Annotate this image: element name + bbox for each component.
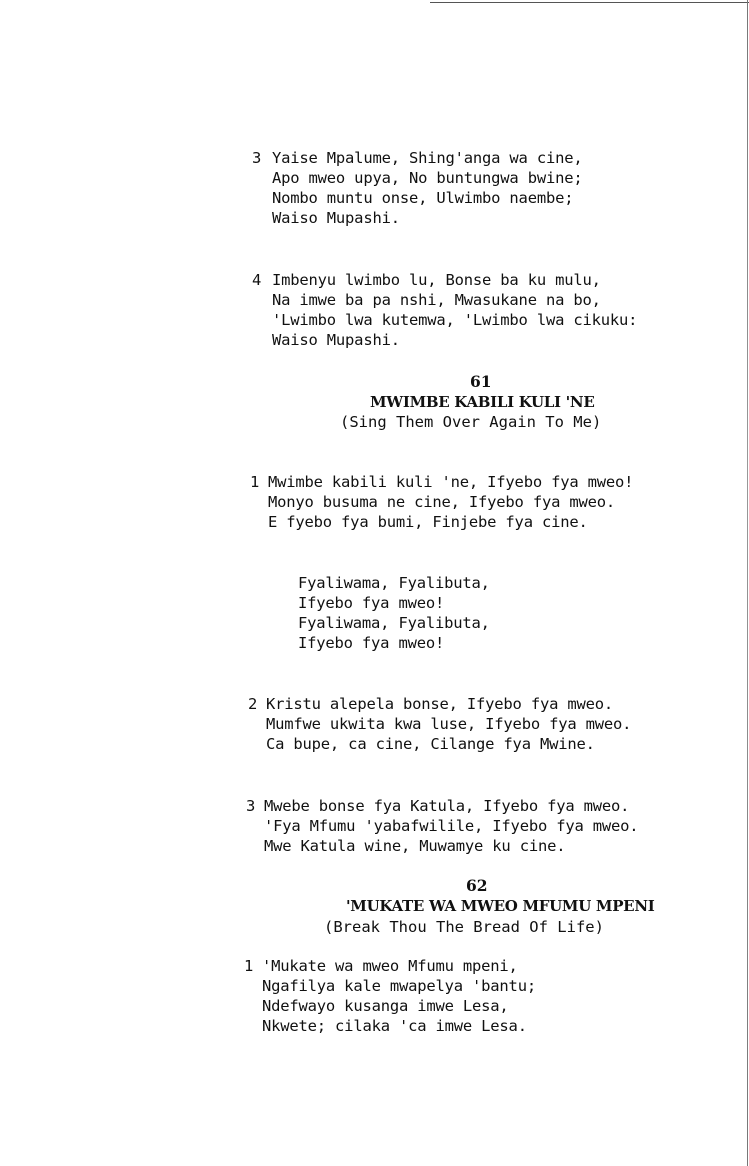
verse-line: Yaise Mpalume, Shing'anga wa cine, (272, 149, 583, 167)
verse-line: Mwimbe kabili kuli 'ne, Ifyebo fya mweo! (268, 473, 634, 491)
hymn-title: MWIMBE KABILI KULI 'NE (370, 393, 595, 411)
verse-number: 1 (250, 473, 260, 491)
verse-line: Monyo busuma ne cine, Ifyebo fya mweo. (268, 493, 616, 511)
verse-line: E fyebo fya bumi, Finjebe fya cine. (268, 513, 588, 531)
chorus-line: Fyaliwama, Fyalibuta, (298, 574, 490, 592)
page-right-edge (747, 0, 748, 1166)
verse-line: Apo mweo upya, No buntungwa bwine; (272, 169, 583, 187)
verse-line: 'Lwimbo lwa kutemwa, 'Lwimbo lwa cikuku: (272, 311, 638, 329)
hymn-title: 'MUKATE WA MWEO MFUMU MPENI (346, 897, 655, 915)
verse-line: 'Mukate wa mweo Mfumu mpeni, (262, 957, 518, 975)
verse-line: Mwebe bonse fya Katula, Ifyebo fya mweo. (264, 797, 630, 815)
verse-number: 3 (252, 149, 262, 167)
chorus-line: Ifyebo fya mweo! (298, 634, 445, 652)
chorus-line: Fyaliwama, Fyalibuta, (298, 614, 490, 632)
verse-line: Mwe Katula wine, Muwamye ku cine. (264, 837, 566, 855)
verse-line: Nombo muntu onse, Ulwimbo naembe; (272, 189, 574, 207)
verse-number: 1 (244, 957, 254, 975)
verse-line: Imbenyu lwimbo lu, Bonse ba ku mulu, (272, 271, 601, 289)
hymn-subtitle: (Break Thou The Bread Of Life) (324, 918, 604, 936)
verse-line: Mumfwe ukwita kwa luse, Ifyebo fya mweo. (266, 715, 632, 733)
verse-line: 'Fya Mfumu 'yabafwilile, Ifyebo fya mweo. (264, 817, 639, 835)
verse-line: Ca bupe, ca cine, Cilange fya Mwine. (266, 735, 595, 753)
chorus-line: Ifyebo fya mweo! (298, 594, 445, 612)
top-edge-rule (430, 2, 749, 3)
hymn-number: 62 (466, 876, 488, 895)
verse-line: Waiso Mupashi. (272, 209, 400, 227)
verse-line: Nkwete; cilaka 'ca imwe Lesa. (262, 1017, 527, 1035)
verse-number: 3 (246, 797, 256, 815)
hymn-subtitle: (Sing Them Over Again To Me) (340, 413, 602, 431)
verse-number: 4 (252, 271, 262, 289)
hymn-number: 61 (470, 372, 492, 391)
verse-line: Kristu alepela bonse, Ifyebo fya mweo. (266, 695, 614, 713)
verse-line: Waiso Mupashi. (272, 331, 400, 349)
verse-line: Ndefwayo kusanga imwe Lesa, (262, 997, 509, 1015)
verse-number: 2 (248, 695, 258, 713)
verse-line: Na imwe ba pa nshi, Mwasukane na bo, (272, 291, 601, 309)
verse-line: Ngafilya kale mwapelya 'bantu; (262, 977, 536, 995)
